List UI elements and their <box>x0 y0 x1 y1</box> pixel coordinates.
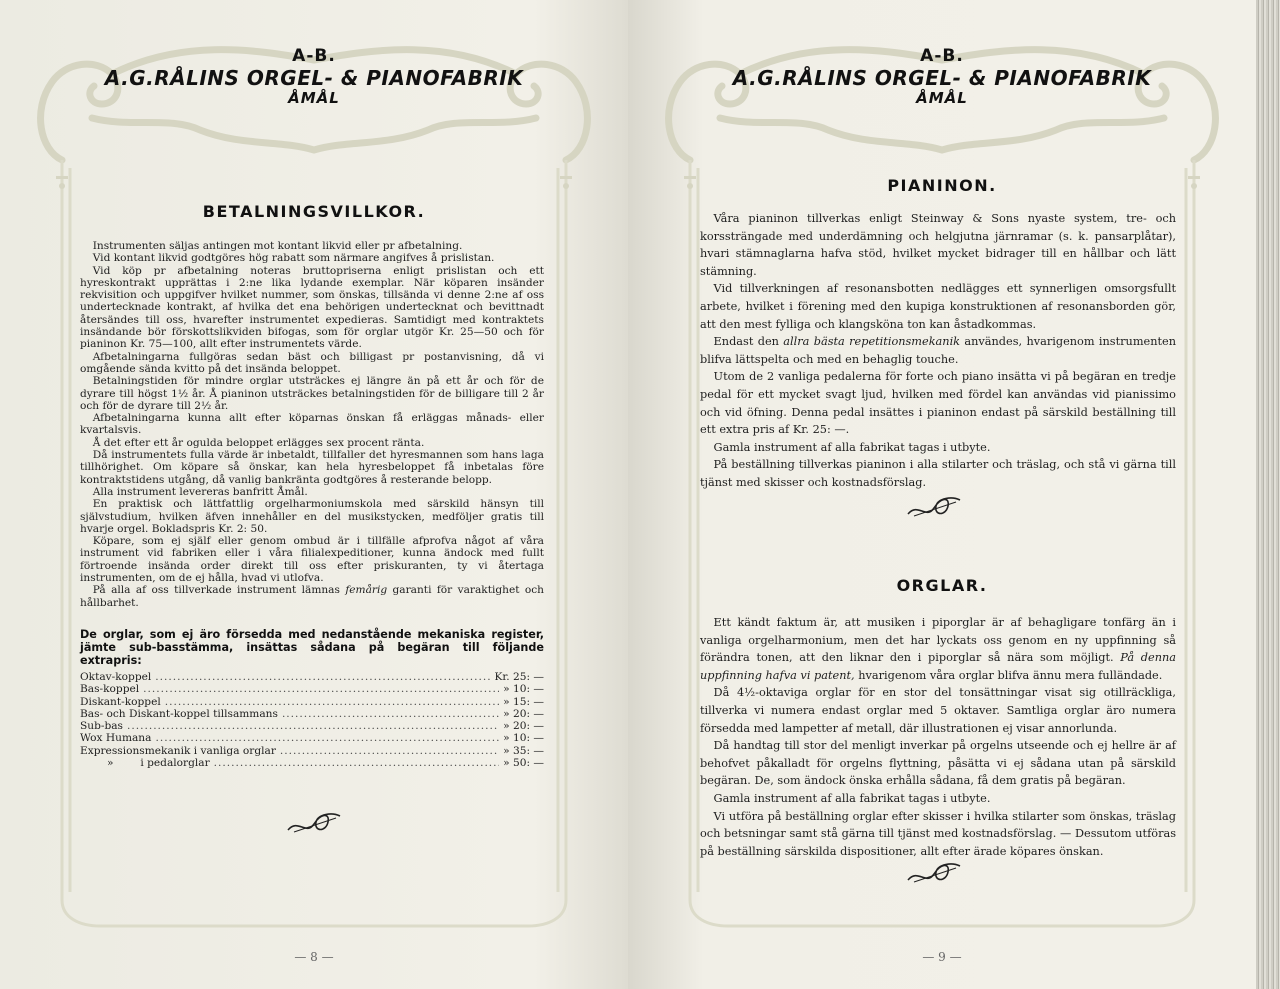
price-label: Diskant-koppel <box>80 695 161 708</box>
price-value: » 35: — <box>503 744 544 757</box>
price-row <box>80 696 544 708</box>
paragraph: Instrumenten säljas antingen mot kontant likvid eller pr afbetalning. <box>92 240 463 252</box>
price-label: Expressionsmekanik i vanliga orglar <box>80 744 276 757</box>
paragraph: Vi utföra på beställning orglar efter skisser i hvilka stilarter som önskas, träslag och betsningar samt stå gärna till tjänst med kostnadsförslag. — Dessutom utföras på beställning särskilda dispositioner, allt efter ärade köpares önskan. <box>700 809 1176 858</box>
paragraph: Gamla instrument af alla fabrikat tagas i utbyte. <box>713 440 991 454</box>
price-value: » 10: — <box>503 732 544 745</box>
price-label: » i pedalorglar <box>80 757 210 770</box>
price-label: Sub-bas <box>80 720 123 733</box>
header-company-name: A.G.RÅLINS ORGEL- & PIANOFABRIK <box>732 66 1152 90</box>
paragraph: Vid kontant likvid godtgöres hög rabatt som närmare angifves å prislistan. <box>92 252 495 265</box>
price-list <box>80 671 544 769</box>
price-leader <box>155 732 499 744</box>
price-leader <box>165 696 499 708</box>
price-label: Bas- och Diskant-koppel tillsammans <box>80 707 278 720</box>
price-row <box>80 745 544 757</box>
paragraph: Då handtag till stor del menligt inverkar på orgelns utseende och ej hellre är af behofvet påkalladt för orgelns flyttning, påsätta vi ej sådana utan på särskild begäran. De, som ändock önska erhålla sådana, få dem gratis på begäran. <box>700 739 1176 788</box>
page-number-right: — 9 — <box>922 950 962 964</box>
guarantee-emphasis: femårig <box>345 584 388 597</box>
price-row <box>80 757 544 769</box>
mekanik-paragraph <box>700 333 1176 368</box>
price-row <box>80 683 544 695</box>
paragraph: Vid tillverkningen af resonansbotten nedlägges ett synnerligen omsorgsfullt arbete, hvilket i förening med den kupiga konstruktionen af resonansborden gör, att den mest fylliga och klangsköna ton kan åstadkommas. <box>700 282 1176 331</box>
pianinon-text <box>700 210 1176 492</box>
guarantee-text: På alla af oss tillverkade instrument lämnas <box>92 584 346 597</box>
price-value: » 10: — <box>503 683 544 696</box>
price-leader <box>155 671 490 683</box>
paragraph: Gamla instrument af alla fabrikat tagas i utbyte. <box>713 791 991 805</box>
payment-terms-text <box>80 240 544 609</box>
paragraph: Betalningstiden för mindre orglar utsträckes ej längre än på ett år och för de dyrare till högst 1½ år. Å pianinon utsträckes betalningstiden för de billigare till 2 år och för de dyrare till 2½ år. <box>80 375 544 412</box>
page-number-left: — 8 — <box>294 950 334 964</box>
price-row <box>80 708 544 720</box>
paragraph: Afbetalningarna fullgöras sedan bäst och billigast pr postanvisning, då vi omgående sända kvitto på det insända beloppet. <box>80 350 544 375</box>
paragraph: En praktisk och lättfattlig orgelharmoniumskola med särskild hänsyn till självstudium, hvilken äfven innehåller en del musikstycken, medföljer gratis till hvarje orgel. Bokladspris Kr. 2: 50. <box>80 498 544 535</box>
title-betalningsvillkor: BETALNINGSVILLKOR. <box>202 202 426 221</box>
right-page <box>628 0 1256 989</box>
price-row <box>80 671 544 683</box>
paragraph: Afbetalningarna kunna allt efter köparnas önskan få erläggas månads- eller kvartalsvis. <box>80 412 544 437</box>
price-value: » 20: — <box>503 720 544 733</box>
mekanik-text: Endast den <box>713 335 784 349</box>
price-row <box>80 732 544 744</box>
guarantee-paragraph <box>80 584 544 609</box>
guarantee-text-end: garanti för varaktighet och hållbarhet. <box>80 584 544 609</box>
paragraph: Alla instrument levereras banfritt Åmål. <box>92 485 308 498</box>
paragraph: Då 4½-oktaviga orglar för en stor del tonsättningar visat sig otillräckliga, tillverka vi numera endast orglar med 5 oktaver. Samtliga orglar äro numera försedda med lampetter af metall, där illustrationen ej visar annorlunda. <box>700 686 1176 735</box>
orglar-text <box>700 614 1176 860</box>
paragraph: På beställning tillverkas pianinon i alla stilarter och träslag, och stå vi gärna till tjänst med skisser och kostnadsförslag. <box>700 458 1176 489</box>
page-edges <box>1256 0 1280 989</box>
extra-price-notice: De orglar, som ej äro försedda med nedanstående mekaniska register, jämte sub-basstämma, insättas sådana på begäran till följande extrapris: <box>80 628 544 668</box>
flourish-ornament-icon <box>284 808 344 838</box>
price-leader <box>214 757 499 769</box>
price-label: Wox Humana <box>80 732 152 745</box>
price-value: » 20: — <box>503 707 544 720</box>
paragraph: Utom de 2 vanliga pedalerna för forte och piano insätta vi på begäran en tredje pedal för ett mycket svagt ljud, hvilken med fördel kan användas vid pianissimo och vid öfning. Denna pedal insättes i pianinon endast på särskild beställning till ett extra pris af Kr. 25: —. <box>700 370 1176 437</box>
price-value: » 50: — <box>503 757 544 770</box>
price-leader <box>282 708 499 720</box>
price-label: Oktav-koppel <box>80 671 152 683</box>
header-line-1: A-B. <box>920 46 964 66</box>
header-line-1: A-B. <box>292 46 336 66</box>
price-leader <box>127 720 499 732</box>
price-leader <box>280 745 499 757</box>
price-value: » 15: — <box>503 695 544 708</box>
flourish-ornament-icon <box>904 492 964 522</box>
price-value: Kr. 25: — <box>494 671 544 683</box>
paragraph: Våra pianinon tillverkas enligt Steinway & Sons nyaste system, tre- och korssträngade med underdämning och helgjutna järnramar (s. k. pansarplåtar), hvari stämnaglarna hafva stöd, hvilket mycket bidrager till en hållbar och lätt stämning. <box>700 212 1176 278</box>
paragraph: Då instrumentets fulla värde är inbetaldt, tillfaller det hyresmannen som hans laga tillhörighet. Om köpare så önskar, kan hela hyresbeloppet få inbetalas före kontraktstidens utgång, då vanlig bankränta godtgöres å resterande belopp. <box>80 449 544 486</box>
paragraph: Köpare, som ej själf eller genom ombud är i tillfälle afprofva något af våra instrument vid fabriken eller i våra filialexpeditioner, kunna ändock med fullt förtroende insända order direkt till oss efter priskuranten, ty vi återtaga instrumenten, om de ej hålla, hvad vi utlofva. <box>80 535 544 585</box>
flourish-ornament-icon <box>904 858 964 888</box>
price-label: Bas-koppel <box>80 683 140 696</box>
patent-text: Ett kändt faktum är, att musiken i piporglar är af behagligare tonfärg än i vanliga orgelharmonium, men det har lyckats oss genom en ny uppfinning så förändra tonen, att den liknar den i piporglar så nära som möjligt. <box>700 616 1176 665</box>
title-pianinon: PIANINON. <box>887 176 997 195</box>
header-location: ÅMÅL <box>916 89 968 107</box>
mekanik-emphasis: allra bästa repetitionsmekanik <box>783 335 961 349</box>
patent-text-end: hvarigenom våra orglar blifva ännu mera fulländade. <box>854 668 1163 682</box>
patent-emphasis: På denna uppfinning hafva vi patent, <box>700 651 1176 682</box>
patent-paragraph <box>700 614 1176 684</box>
header-location: ÅMÅL <box>288 89 340 107</box>
header-company-name: A.G.RÅLINS ORGEL- & PIANOFABRIK <box>104 66 524 90</box>
mekanik-text-end: användes, hvarigenom instrumenten blifva lättspelta och med en behaglig touche. <box>700 335 1176 366</box>
paragraph: Vid köp pr afbetalning noteras bruttopriserna enligt prislistan och ett hyreskontrakt upprättas i 2:ne lika lydande exemplar. När köparen insänder rekvisition och uppgifver hvilket nummer, som önskas, tillsända vi denne 2:ne af oss undertecknade kontrakt, af hvilka det ena behörigen undertecknat och bevittnadt återsändes till oss, hvarefter instrumentet expedieras. Samtidigt med kontraktets insändande bör förskottslikviden bifogas, som för orglar utgör Kr. 25—50 och för pianinon Kr. 75—100, allt efter instrumentets värde. <box>80 264 544 351</box>
price-row <box>80 720 544 732</box>
title-orglar: ORGLAR. <box>896 576 988 595</box>
paragraph: Å det efter ett år ogulda beloppet erlägges sex procent ränta. <box>92 436 425 449</box>
price-leader <box>143 683 499 695</box>
left-page <box>0 0 628 989</box>
